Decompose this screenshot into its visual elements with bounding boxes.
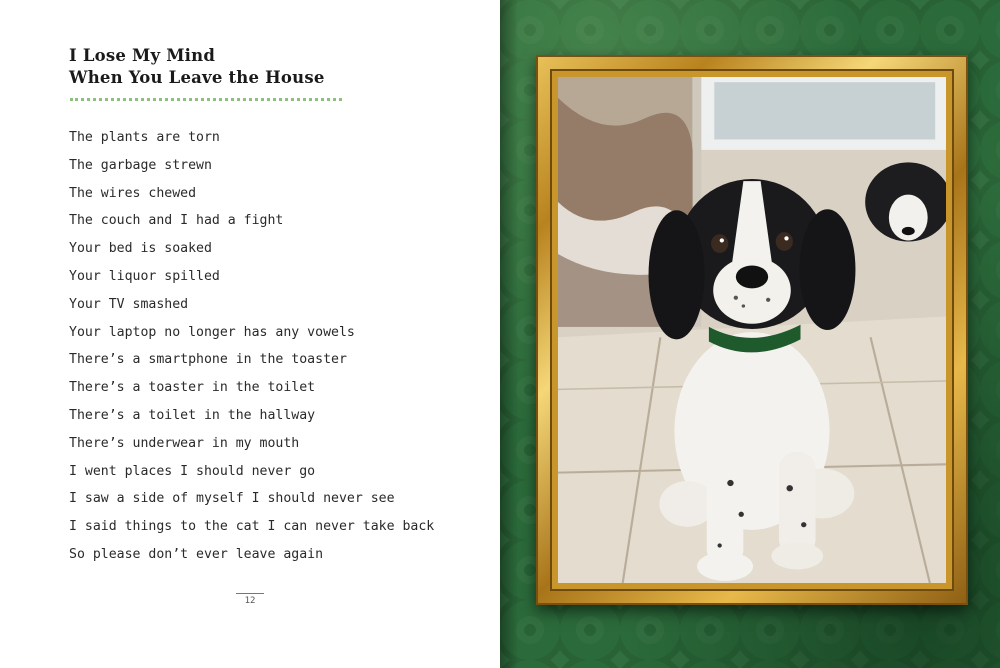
poem-line: There’s underwear in my mouth: [69, 435, 300, 451]
poem-title-line-2: When You Leave the House: [69, 68, 325, 87]
poem-line: Your TV smashed: [69, 296, 189, 312]
poem-line: Your laptop no longer has any vowels: [69, 324, 355, 340]
poem-line: The plants are torn: [69, 130, 220, 145]
poem-line: Your bed is soaked: [69, 241, 212, 257]
poem-title: [69, 45, 325, 89]
page-number: 12: [236, 593, 264, 606]
poem-line: There’s a smartphone in the toaster: [69, 352, 347, 368]
dotted-divider: [70, 98, 342, 101]
gold-picture-frame: [536, 55, 968, 605]
poem-line: I saw a side of myself I should never see: [69, 491, 395, 507]
right-page: [500, 0, 1000, 668]
poem-line: There’s a toilet in the hallway: [69, 407, 316, 423]
poem-body: [69, 124, 434, 569]
poem-line: There’s a toaster in the toilet: [69, 380, 316, 396]
gutter-shadow: [500, 0, 518, 668]
poem-line: I said things to the cat I can never take back: [69, 519, 435, 535]
poem-line: The garbage strewn: [69, 157, 212, 173]
poem-title-line-1: I Lose My Mind: [69, 46, 216, 65]
poem-line: The wires chewed: [69, 185, 197, 201]
poem-line: So please don’t ever leave again: [69, 546, 324, 562]
poem-line: Your liquor spilled: [69, 268, 220, 284]
poem-line: I went places I should never go: [69, 463, 316, 479]
puppy-photo: [558, 77, 946, 583]
poem-line: The couch and I had a fight: [69, 213, 284, 229]
photo-mat: [552, 71, 952, 589]
